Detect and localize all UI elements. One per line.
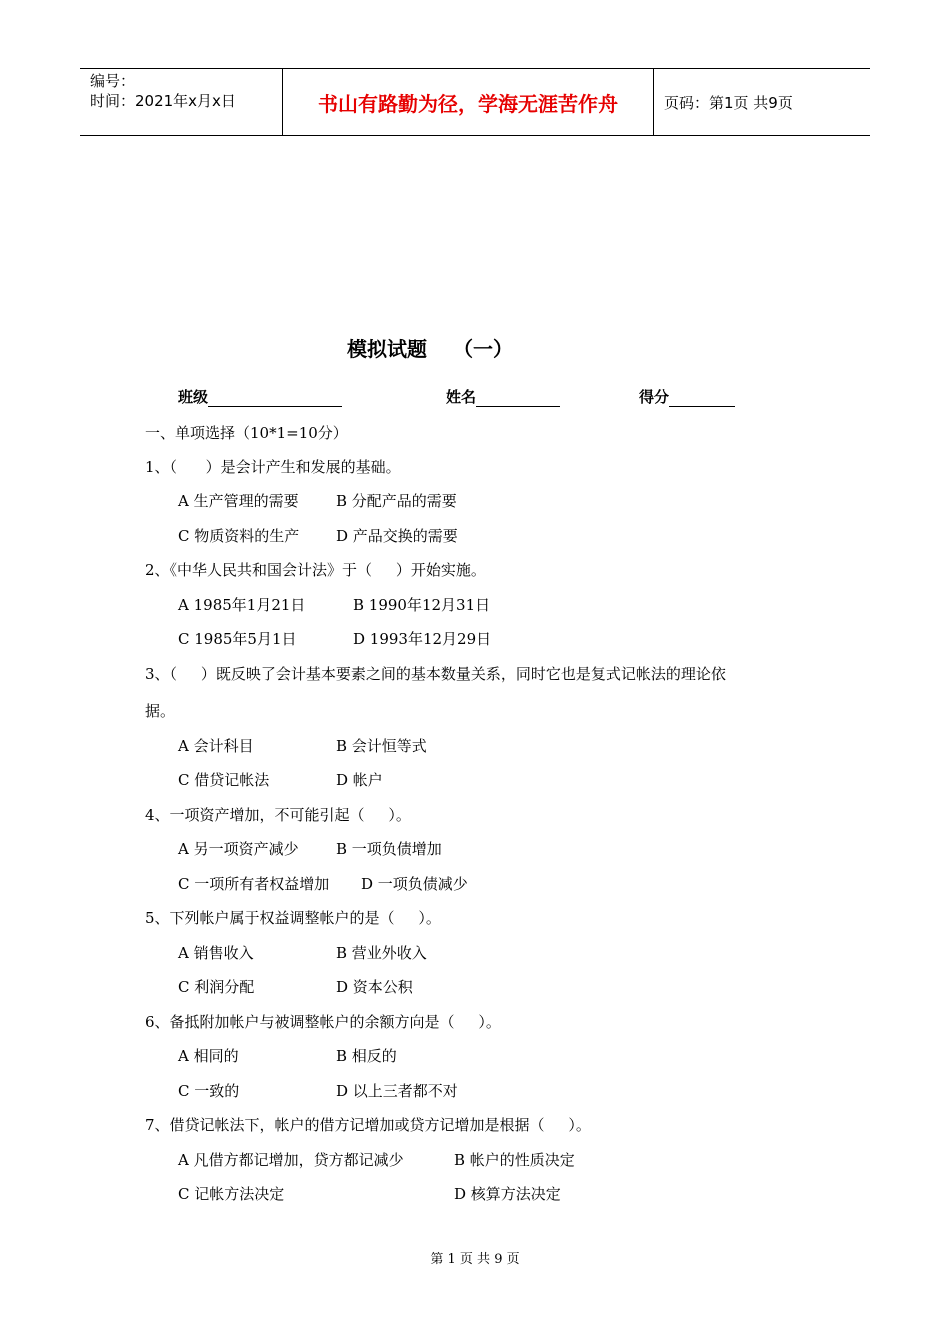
option-a: A 相同的 [178, 1047, 239, 1065]
score-blank [669, 390, 735, 407]
option-b: B 相反的 [336, 1047, 397, 1065]
option-c: C 记帐方法决定 [178, 1185, 285, 1203]
option-d: D 1993年12月29日 [353, 630, 492, 648]
option-b: B 会计恒等式 [336, 737, 427, 755]
question-stem: 6、备抵附加帐户与被调整帐户的余额方向是（ ）。 [145, 1013, 501, 1031]
option-b: B 帐户的性质决定 [454, 1151, 575, 1169]
option-c: C 物质资料的生产 [178, 527, 300, 545]
name-field [446, 386, 560, 407]
question-stem: 4、一项资产增加，不可能引起（ ）。 [145, 806, 411, 824]
header-page-label: 页码：第1页 共9页 [664, 93, 793, 112]
question-stem: 3、（ ）既反映了会计基本要素之间的基本数量关系，同时它也是复式记帐法的理论依 [145, 665, 726, 683]
question-stem: 1、（ ）是会计产生和发展的基础。 [145, 458, 401, 476]
option-d: D 一项负债减少 [361, 875, 468, 893]
class-blank [208, 390, 342, 407]
question-stem: 5、下列帐户属于权益调整帐户的是（ ）。 [145, 909, 441, 927]
option-b: B 1990年12月31日 [353, 596, 491, 614]
option-a: A 另一项资产减少 [178, 840, 299, 858]
page-title [0, 333, 860, 362]
number-label: 编号： [90, 72, 136, 90]
option-b: B 一项负债增加 [336, 840, 442, 858]
name-blank [476, 390, 560, 407]
option-b: B 营业外收入 [336, 944, 427, 962]
time-label: 时间：2021年x月x日 [90, 92, 236, 110]
question-stem: 2、《中华人民共和国会计法》于（ ）开始实施。 [145, 561, 486, 579]
option-c: C 借贷记帐法 [178, 771, 270, 789]
class-field [178, 386, 342, 407]
option-d: D 核算方法决定 [454, 1185, 561, 1203]
option-a: A 会计科目 [178, 737, 254, 755]
option-a: A 销售收入 [178, 944, 254, 962]
option-d: D 以上三者都不对 [336, 1082, 458, 1100]
option-d: D 产品交换的需要 [336, 527, 458, 545]
header-motto: 书山有路勤为径，学海无涯苦作舟 [282, 69, 654, 135]
score-label: 得分 [639, 388, 670, 406]
section-heading: 一、单项选择（10*1=10分） [145, 424, 348, 442]
option-c: C 利润分配 [178, 978, 255, 996]
question-stem-continued: 据。 [145, 702, 176, 720]
header-meta [80, 69, 282, 135]
option-c: C 1985年5月1日 [178, 630, 297, 648]
option-a: A 生产管理的需要 [178, 492, 299, 510]
name-label: 姓名 [446, 388, 477, 406]
option-a: A 凡借方都记增加，贷方都记减少 [178, 1151, 404, 1169]
page-footer: 第 1 页 共 9 页 [430, 1252, 520, 1267]
option-b: B 分配产品的需要 [336, 492, 457, 510]
question-stem: 7、借贷记帐法下，帐户的借方记增加或贷方记增加是根据（ ）。 [145, 1116, 591, 1134]
score-field [639, 386, 735, 407]
title-sub: （一） [453, 337, 513, 361]
option-a: A 1985年1月21日 [178, 596, 306, 614]
option-d: D 资本公积 [336, 978, 413, 996]
option-d: D 帐户 [336, 771, 383, 789]
title-main: 模拟试题 [347, 337, 427, 361]
option-c: C 一项所有者权益增加 [178, 875, 330, 893]
class-label: 班级 [178, 388, 209, 406]
option-c: C 一致的 [178, 1082, 240, 1100]
document-header [80, 68, 870, 136]
